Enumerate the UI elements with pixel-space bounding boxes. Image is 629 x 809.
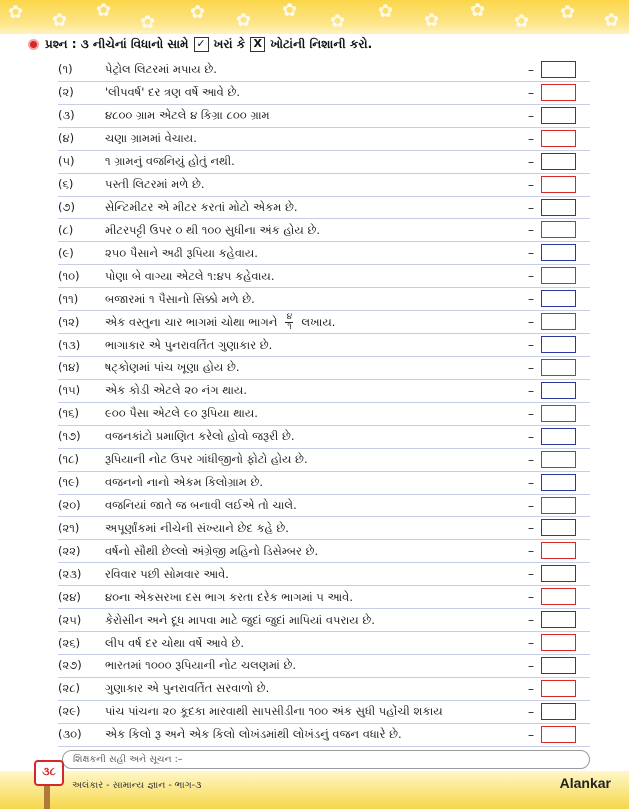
answer-dash: – <box>528 567 534 582</box>
statement-row <box>58 380 590 403</box>
statement-list <box>58 59 590 747</box>
flower-icon: ✿ <box>8 2 24 23</box>
answer-box[interactable] <box>541 703 576 720</box>
answer-dash: – <box>528 544 534 559</box>
answer-dash: – <box>528 200 534 215</box>
statement-number: (૧૯) <box>58 475 80 490</box>
statement-text: મીટરપટ્ટી ઉપર ૦ થી ૧૦૦ સુધીના અંક હોય છે. <box>105 222 321 237</box>
statement-row <box>58 586 590 609</box>
answer-box[interactable] <box>541 359 576 376</box>
statement-text-wrap <box>105 567 590 582</box>
answer-dash: – <box>528 292 534 307</box>
answer-box[interactable] <box>541 267 576 284</box>
statement-text-wrap <box>105 613 590 628</box>
statement-text: ૧ ગ્રામનું વજનિયું હોતું નથી. <box>105 154 235 169</box>
statement-text-wrap <box>105 521 590 536</box>
statement-text-wrap <box>105 590 590 605</box>
statement-text-wrap <box>105 246 590 261</box>
statement-text: વજનકાંટો પ્રમાણિત કરેલો હોવો જરૂરી છે. <box>105 429 295 444</box>
statement-text-wrap <box>105 338 590 353</box>
answer-dash: – <box>528 131 534 146</box>
answer-box[interactable] <box>541 176 576 193</box>
top-flower-band <box>0 0 629 34</box>
answer-box[interactable] <box>541 336 576 353</box>
statement-number: (૧૦) <box>58 268 80 283</box>
footer-title: અલંકાર - સામાન્ય જ્ઞાન - ભાગ-૩ <box>72 780 202 791</box>
statement-number: (૪) <box>58 131 75 146</box>
signpost-pole <box>44 784 50 809</box>
statement-number: (૧૪) <box>58 360 80 375</box>
statement-text: પાંચ પાંચના ૨૦ કૂદકા મારવાથી સાપસીડીના ૧૦૦ અંક સુધી પહોંચી શકાય <box>105 704 443 719</box>
statement-row <box>58 219 590 242</box>
statement-text-wrap <box>105 200 590 215</box>
statement-number: (૩) <box>58 108 75 123</box>
statement-number: (૫) <box>58 154 75 169</box>
statement-text: વજનનો નાનો એકમ કિલોગ્રામ છે. <box>105 475 264 490</box>
statement-row <box>58 242 590 265</box>
statement-row <box>58 563 590 586</box>
statement-text: બજારમાં ૧ પૈસાનો સિક્કો મળે છે. <box>105 291 255 306</box>
statement-text: ૪૮૦૦ ગ્રામ એટલે ૪ કિગ્રા ૮૦૦ ગ્રામ <box>105 108 270 123</box>
flower-icon: ✿ <box>140 12 156 33</box>
statement-row <box>58 311 590 334</box>
answer-dash: – <box>528 315 534 330</box>
answer-dash: – <box>528 636 534 651</box>
answer-dash: – <box>528 681 534 696</box>
statement-row <box>58 472 590 495</box>
statement-text-wrap <box>105 636 590 651</box>
statement-text: એક કોડી એટલે ૨૦ નંગ થાય. <box>105 383 247 398</box>
answer-box[interactable] <box>541 611 576 628</box>
statement-text-wrap <box>105 452 590 467</box>
statement-row <box>58 197 590 220</box>
statement-number: (૮) <box>58 222 74 237</box>
statement-text-wrap <box>105 85 590 100</box>
answer-dash: – <box>528 246 534 261</box>
brand-logo: Alankar <box>559 775 611 791</box>
statement-number: (૬) <box>58 177 74 192</box>
answer-box[interactable] <box>541 428 576 445</box>
answer-box[interactable] <box>541 497 576 514</box>
statement-text: ૪૦ના એકસરખા દસ ભાગ કરતા દરેક ભાગમાં ૫ આવે. <box>105 589 353 604</box>
statement-row <box>58 724 590 747</box>
statement-text: ગુણાકાર એ પુનરાવર્તિત સરવાળો છે. <box>105 681 270 696</box>
statement-text: એક વસ્તુના ચાર ભાગમાં ચોથા ભાગને <box>105 314 278 329</box>
statement-number: (૧૨) <box>58 314 80 329</box>
statement-text: રૂપિયાની નોટ ઉપર ગાંધીજીનો ફોટો હોય છે. <box>105 452 308 467</box>
statement-text-wrap <box>105 498 590 513</box>
statement-number: (૨૪) <box>58 589 81 604</box>
answer-box[interactable] <box>541 313 576 330</box>
statement-text-wrap <box>105 406 590 421</box>
answer-dash: – <box>528 269 534 284</box>
statement-row <box>58 403 590 426</box>
statement-row <box>58 540 590 563</box>
statement-text-wrap <box>105 292 590 307</box>
statement-row <box>58 655 590 678</box>
statement-number: (૨૧) <box>58 520 80 535</box>
statement-text-wrap <box>105 177 590 192</box>
answer-dash: – <box>528 154 534 169</box>
flower-icon: ✿ <box>470 0 486 21</box>
answer-dash: – <box>528 613 534 628</box>
answer-box[interactable] <box>541 244 576 261</box>
answer-box[interactable] <box>541 519 576 536</box>
statement-number: (૧૮) <box>58 452 79 467</box>
statement-number: (૨૮) <box>58 681 81 696</box>
answer-box[interactable] <box>541 221 576 238</box>
answer-box[interactable] <box>541 588 576 605</box>
statement-number: (૨૬) <box>58 635 81 650</box>
answer-dash: – <box>528 406 534 421</box>
statement-number: (૭) <box>58 199 75 214</box>
statement-text: ભાગાકાર એ પુનરાવર્તિત ગુણાકાર છે. <box>105 337 273 352</box>
fraction <box>285 313 293 332</box>
statement-row <box>58 265 590 288</box>
statement-text-wrap <box>105 681 590 696</box>
answer-dash: – <box>528 85 534 100</box>
answer-dash: – <box>528 452 534 467</box>
flower-icon: ✿ <box>560 2 576 23</box>
statement-text: એક કિલો રૂ અને એક કિલો લોખંડમાંથી લોખંડનું વજન વધારે છે. <box>105 727 402 742</box>
answer-box[interactable] <box>541 61 576 78</box>
page-number: ૩૮ <box>34 760 64 786</box>
answer-box[interactable] <box>541 107 576 124</box>
teacher-signature-box[interactable] <box>62 750 590 769</box>
statement-text-wrap <box>105 62 590 77</box>
answer-box[interactable] <box>541 130 576 147</box>
statement-text-wrap <box>105 658 590 673</box>
statement-text-wrap <box>105 313 590 332</box>
statement-text: ૯૦૦ પૈસા એટલે ૯૦ રૂપિયા થાય. <box>105 406 258 421</box>
answer-box[interactable] <box>541 153 576 170</box>
statement-text-wrap <box>105 269 590 284</box>
flower-icon: ✿ <box>282 0 298 21</box>
flower-icon: ✿ <box>190 2 206 23</box>
answer-box[interactable] <box>541 657 576 674</box>
statement-number: (૧૬) <box>58 406 80 421</box>
answer-dash: – <box>528 704 534 719</box>
answer-box[interactable] <box>541 634 576 651</box>
signature-label: શિક્ષકની સહી અને સૂચન :– <box>73 754 183 765</box>
statement-text: સેન્ટિમીટર એ મીટર કરતાં મોટો એકમ છે. <box>105 199 298 214</box>
statement-number: (૧૭) <box>58 429 81 444</box>
statement-text: રવિવાર પછી સોમવાર આવે. <box>105 566 229 581</box>
statement-row <box>58 609 590 632</box>
statement-row <box>58 151 590 174</box>
statement-row <box>58 128 590 151</box>
answer-box[interactable] <box>541 542 576 559</box>
answer-dash: – <box>528 63 534 77</box>
statement-row <box>58 495 590 518</box>
cross-box-icon: X <box>250 37 265 52</box>
answer-dash: – <box>528 475 534 490</box>
answer-dash: – <box>528 590 534 605</box>
answer-box[interactable] <box>541 199 576 216</box>
statement-row <box>58 105 590 128</box>
statement-text: પેટ્રોલ લિટરમાં મપાય છે. <box>105 62 217 77</box>
answer-dash: – <box>528 223 534 238</box>
statement-text-wrap <box>105 727 590 742</box>
statement-text-wrap <box>105 223 590 238</box>
answer-dash: – <box>528 429 534 444</box>
statement-row <box>58 357 590 380</box>
statement-text-after: લખાય. <box>301 314 336 329</box>
flower-icon: ✿ <box>378 1 394 22</box>
statement-text: ભારતમાં ૧૦૦૦ રૂપિયાની નોટ ચલણમાં છે. <box>105 658 297 673</box>
statement-text: લીપ વર્ષ દર ચોથા વર્ષે આવે છે. <box>105 635 244 650</box>
flower-icon: ✿ <box>514 11 530 32</box>
answer-dash: – <box>528 177 534 192</box>
statement-text-wrap <box>105 704 590 719</box>
statement-text-wrap <box>105 475 590 490</box>
statement-row <box>58 701 590 724</box>
flower-icon: ✿ <box>52 10 68 31</box>
statement-text-wrap <box>105 131 590 146</box>
statement-text-wrap <box>105 360 590 375</box>
answer-dash: – <box>528 498 534 513</box>
statement-number: (૧૫) <box>58 383 81 398</box>
answer-box[interactable] <box>541 451 576 468</box>
checkmark-box-icon: ✓ <box>194 37 209 52</box>
flower-icon: ✿ <box>604 10 620 31</box>
answer-box[interactable] <box>541 382 576 399</box>
bullet-icon <box>28 39 39 50</box>
statement-number: (૯) <box>58 245 74 260</box>
statement-row <box>58 449 590 472</box>
statement-row <box>58 59 590 82</box>
statement-text-wrap <box>105 154 590 169</box>
statement-text-wrap <box>105 544 590 559</box>
footer-band <box>0 771 629 809</box>
answer-box[interactable] <box>541 84 576 101</box>
statement-number: (૨૫) <box>58 612 82 627</box>
statement-number: (૩૦) <box>58 727 82 742</box>
statement-row <box>58 288 590 311</box>
answer-dash: – <box>528 521 534 536</box>
statement-text: કેરોસીન અને દૂધ માપવા માટે જુદાં જુદાં માપિયાં વપરાય છે. <box>105 612 375 627</box>
fraction-denominator: ૧ <box>287 321 292 332</box>
statement-number: (૧) <box>58 62 73 77</box>
answer-dash: – <box>528 658 534 673</box>
statement-number: (૨૨) <box>58 543 81 558</box>
statement-text-wrap <box>105 429 590 444</box>
statement-text: 'લીપવર્ષ' દર ત્રણ વર્ષે આવે છે. <box>105 85 241 100</box>
flower-icon: ✿ <box>96 0 112 21</box>
flower-icon: ✿ <box>236 10 252 31</box>
statement-text: વજનિયાં જાતે જ બનાવી લઈએ તો ચાલે. <box>105 497 297 512</box>
statement-text: પસ્તી લિટરમાં મળે છે. <box>105 177 205 192</box>
answer-dash: – <box>528 338 534 353</box>
flower-icon: ✿ <box>330 11 346 32</box>
statement-number: (૧૧) <box>58 291 79 306</box>
statement-row <box>58 82 590 105</box>
fraction-numerator: ૪ <box>286 312 293 322</box>
statement-text-wrap <box>105 383 590 398</box>
answer-box[interactable] <box>541 726 576 743</box>
statement-text: વર્ષનો સૌથી છેલ્લો અંગ્રેજી મહિનો ડિસેમ્બર છે. <box>105 543 319 558</box>
statement-text: ષટ્કોણમાં પાંચ ખૂણા હોય છે. <box>105 360 240 375</box>
statement-row <box>58 426 590 449</box>
answer-box[interactable] <box>541 474 576 491</box>
statement-row <box>58 517 590 540</box>
heading-prefix: પ્રશ્ન : ૩ નીચેનાં વિધાનો સામે <box>45 36 189 51</box>
statement-number: (૨) <box>58 85 74 100</box>
statement-number: (૧૩) <box>58 337 81 352</box>
statement-row <box>58 632 590 655</box>
statement-row <box>58 174 590 197</box>
statement-row <box>58 334 590 357</box>
question-heading <box>28 34 608 54</box>
answer-box[interactable] <box>541 290 576 307</box>
statement-number: (૨૩) <box>58 566 82 581</box>
answer-box[interactable] <box>541 565 576 582</box>
answer-dash: – <box>528 383 534 398</box>
heading-true-word: ખરાં કે <box>213 36 246 51</box>
statement-number: (૨૯) <box>58 704 81 719</box>
statement-text-wrap <box>105 108 590 123</box>
statement-text: ચણા ગ્રામમાં વેચાય. <box>105 131 197 146</box>
answer-dash: – <box>528 727 534 742</box>
answer-dash: – <box>528 360 534 375</box>
heading-false-word: ખોટાંની નિશાની કરો. <box>270 36 373 51</box>
statement-text: પોણા બે વાગ્યા એટલે ૧:૪૫ કહેવાય. <box>105 268 275 283</box>
answer-box[interactable] <box>541 405 576 422</box>
answer-box[interactable] <box>541 680 576 697</box>
answer-dash: – <box>528 108 534 123</box>
statement-number: (૨૭) <box>58 658 82 673</box>
statement-row <box>58 678 590 701</box>
statement-text: અપૂર્ણાંકમાં નીચેની સંખ્યાને છેદ કહે છે. <box>105 520 289 535</box>
statement-number: (૨૦) <box>58 497 81 512</box>
statement-text: ૨૫૦ પૈસાને અઢી રૂપિયા કહેવાય. <box>105 245 258 260</box>
flower-icon: ✿ <box>424 10 440 31</box>
